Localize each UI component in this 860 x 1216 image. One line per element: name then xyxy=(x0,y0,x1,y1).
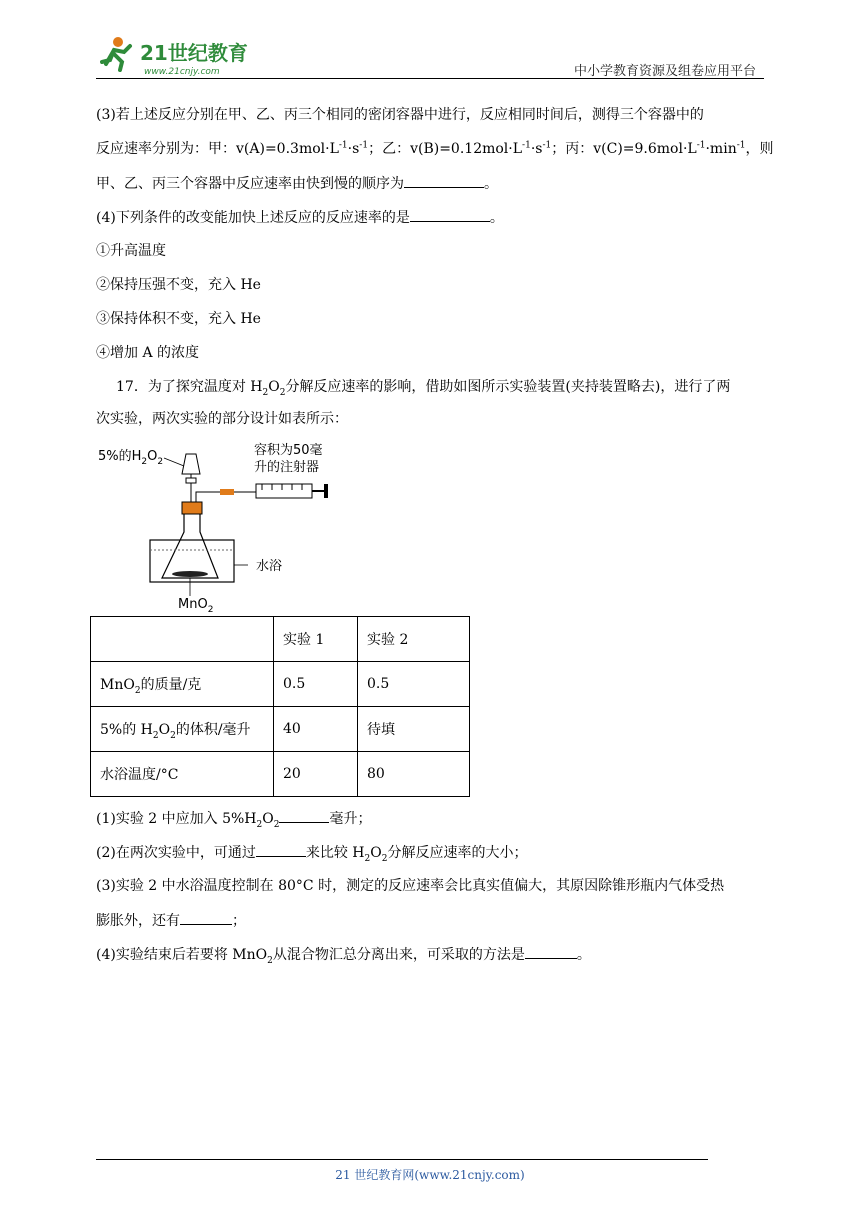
answer-blank[interactable] xyxy=(410,207,490,222)
syringe-label-1: 容积为50毫 xyxy=(254,443,323,458)
subq-1: (1)实验 2 中应加入 $5\%H_2O_2$ 毫升； xyxy=(96,808,764,829)
row-label-mass: MnO$_2$的质量/克 xyxy=(91,662,274,707)
q4-option-2: ②保持压强不变，充入 He xyxy=(96,277,261,293)
q4-stem: (4)下列条件的改变能加快上述反应的反应速率的是 。 xyxy=(96,207,764,228)
answer-blank[interactable] xyxy=(404,173,484,188)
platform-name: 中小学教育资源及组卷应用平台 xyxy=(573,64,756,79)
funnel xyxy=(182,454,200,474)
subq-3-line-1: (3)实验 2 中水浴温度控制在 80°C 时，测定的反应速率会比真实值偏大，其原因除锥形瓶内气体受热 xyxy=(96,878,725,894)
table-row xyxy=(91,707,470,752)
site-logo xyxy=(96,34,266,78)
q3-line-3: 甲、乙、丙三个容器中反应速率由快到慢的顺序为 。 xyxy=(96,173,764,194)
table-cell: 0.5 xyxy=(358,662,470,707)
table-header-exp1: 实验 1 xyxy=(274,617,358,662)
q4-option-3: ③保持体积不变，充入 He xyxy=(96,311,261,327)
q3-line-1: (3)若上述反应分别在甲、乙、丙三个相同的密闭容器中进行，反应相同时间后，测得三个容器中的 xyxy=(96,107,704,123)
row-label-temp: 水浴温度/°C xyxy=(91,752,274,797)
rubber-tube xyxy=(220,489,234,495)
table-cell xyxy=(91,617,274,662)
table-cell: 0.5 xyxy=(274,662,358,707)
q17-line-2: 次实验，两次实验的部分设计如表所示： xyxy=(96,411,348,427)
footer-divider xyxy=(96,1159,708,1160)
mno2-solid xyxy=(172,571,208,577)
syringe-barrel xyxy=(256,484,312,498)
bath-label: 水浴 xyxy=(256,559,283,574)
logo-text: 21世纪教育 xyxy=(140,41,248,65)
table-cell: 80 xyxy=(358,752,470,797)
subq-4: (4)实验结束后若要将 MnO$_2$从混合物汇总分离出来，可采取的方法是 。 xyxy=(96,944,764,965)
answer-blank[interactable] xyxy=(525,944,577,959)
table-row xyxy=(91,617,470,662)
answer-blank[interactable] xyxy=(180,910,232,925)
table-cell: 待填 xyxy=(358,707,470,752)
subq-2: (2)在两次实验中，可通过 来比较 $H_2O_2$分解反应速率的大小； xyxy=(96,842,764,863)
catalyst-label: MnO$_2$ xyxy=(178,597,214,615)
answer-blank[interactable] xyxy=(256,842,306,857)
stopcock xyxy=(186,478,196,483)
row-label-volume: 5%的 $H_2O_2$的体积/毫升 xyxy=(91,707,274,752)
footer-text[interactable]: 21 世纪教育网(www.21cnjy.com) xyxy=(335,1168,525,1182)
experiment-table xyxy=(90,616,470,797)
syringe-label-2: 升的注射器 xyxy=(254,460,320,475)
q17-line-1: 17．为了探究温度对 $H_2O_2$分解反应速率的影响，借助如图所示实验装置(夹持装置略去)，进行了两 xyxy=(116,379,731,398)
header-divider xyxy=(96,78,764,79)
q4-option-1: ①升高温度 xyxy=(96,243,166,259)
conical-flask xyxy=(162,514,218,578)
table-cell: 20 xyxy=(274,752,358,797)
table-row xyxy=(91,752,470,797)
table-header-exp2: 实验 2 xyxy=(358,617,470,662)
subq-3-line-2: 膨胀外，还有 ； xyxy=(96,910,764,931)
logo-url: www.21cnjy.com xyxy=(144,67,220,77)
table-row xyxy=(91,662,470,707)
apparatus-figure xyxy=(96,440,340,616)
stopper xyxy=(182,502,202,514)
q4-option-4: ④增加 A 的浓度 xyxy=(96,345,200,361)
reagent-label: 5%的$H_2O_2$ xyxy=(98,449,164,467)
answer-blank[interactable] xyxy=(279,808,329,823)
q3-line-2: 反应速率分别为：甲：$v(A)=0.3mol\cdot L^{-1}\cdot s^{-1}$；乙：$v(B)=0.12mol\cdot L^{-1}\cdot s^{-1}$；丙：$v(C)=9.6mol\cdot L^{-1}\cdot\min^{-1}$，则 xyxy=(96,140,774,157)
table-cell: 40 xyxy=(274,707,358,752)
